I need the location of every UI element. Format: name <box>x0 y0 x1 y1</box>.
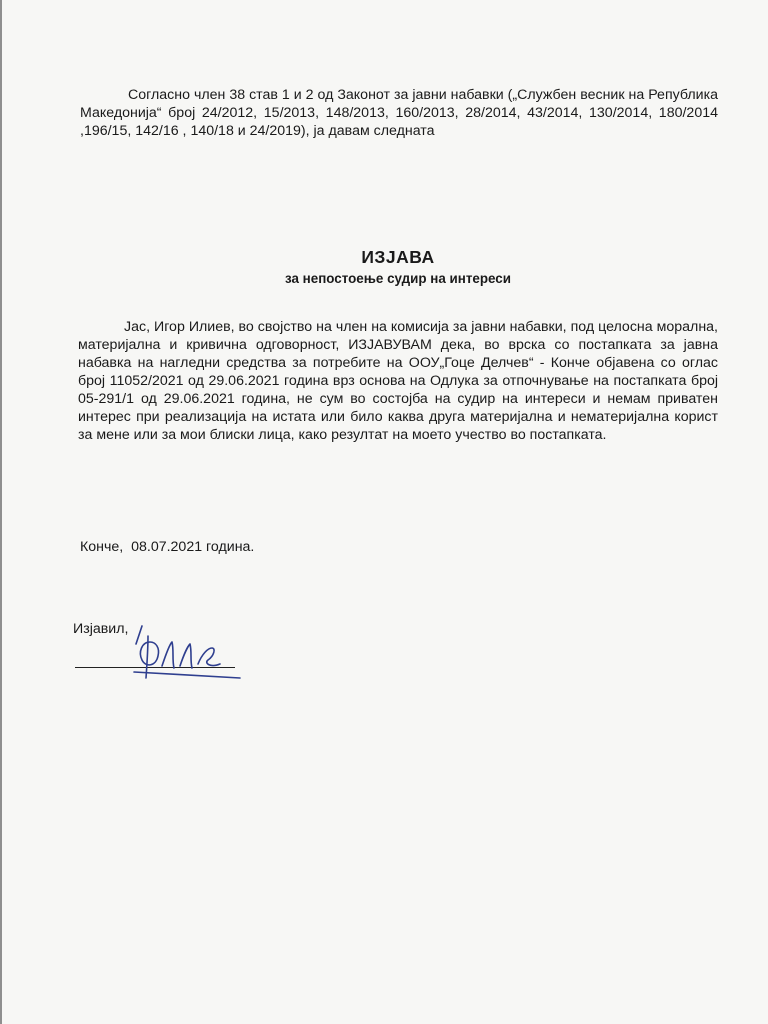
place-and-date: Конче, 08.07.2021 година. <box>80 539 255 555</box>
handwritten-signature-icon <box>128 618 248 682</box>
scan-edge <box>0 0 2 1024</box>
document-subtitle: за непостоење судир на интереси <box>285 271 511 286</box>
document-title: ИЗЈАВА <box>361 247 435 267</box>
declaration-paragraph: Јас, Игор Илиев, во својство на член на комисија за јавни набавки, под целосна морална, материјална и кривична одговорност, ИЗЈАВУВАМ дека, во врска со постапката за јавна набавка на нагледни средства за потребите на ООУ„Гоце Делчев“ - Конче објавена со оглас број 11052/2021 од 29.06.2021 година врз основа на Одлука за отпочнување на постапката број 05-291/1 од 29.06.2021 година, не сум во состојба на судир на интереси и немам приватен интерес при реализација на истата или било каква друга материјална и нематеријална корист за мене или за мои блиски лица, како резултат на моето учество во постапката. <box>78 319 718 443</box>
intro-paragraph: Согласно член 38 став 1 и 2 од Законот за јавни набавки („Службен весник на Република Македонија“ број 24/2012, 15/2013, 148/2013, 160/2013, 28/2014, 43/2014, 130/2014, 180/2014 ,196/15, 142/16 , 140/18 и 24/2019), ја давам следната <box>80 87 718 139</box>
signed-label: Изјавил, <box>73 621 129 637</box>
